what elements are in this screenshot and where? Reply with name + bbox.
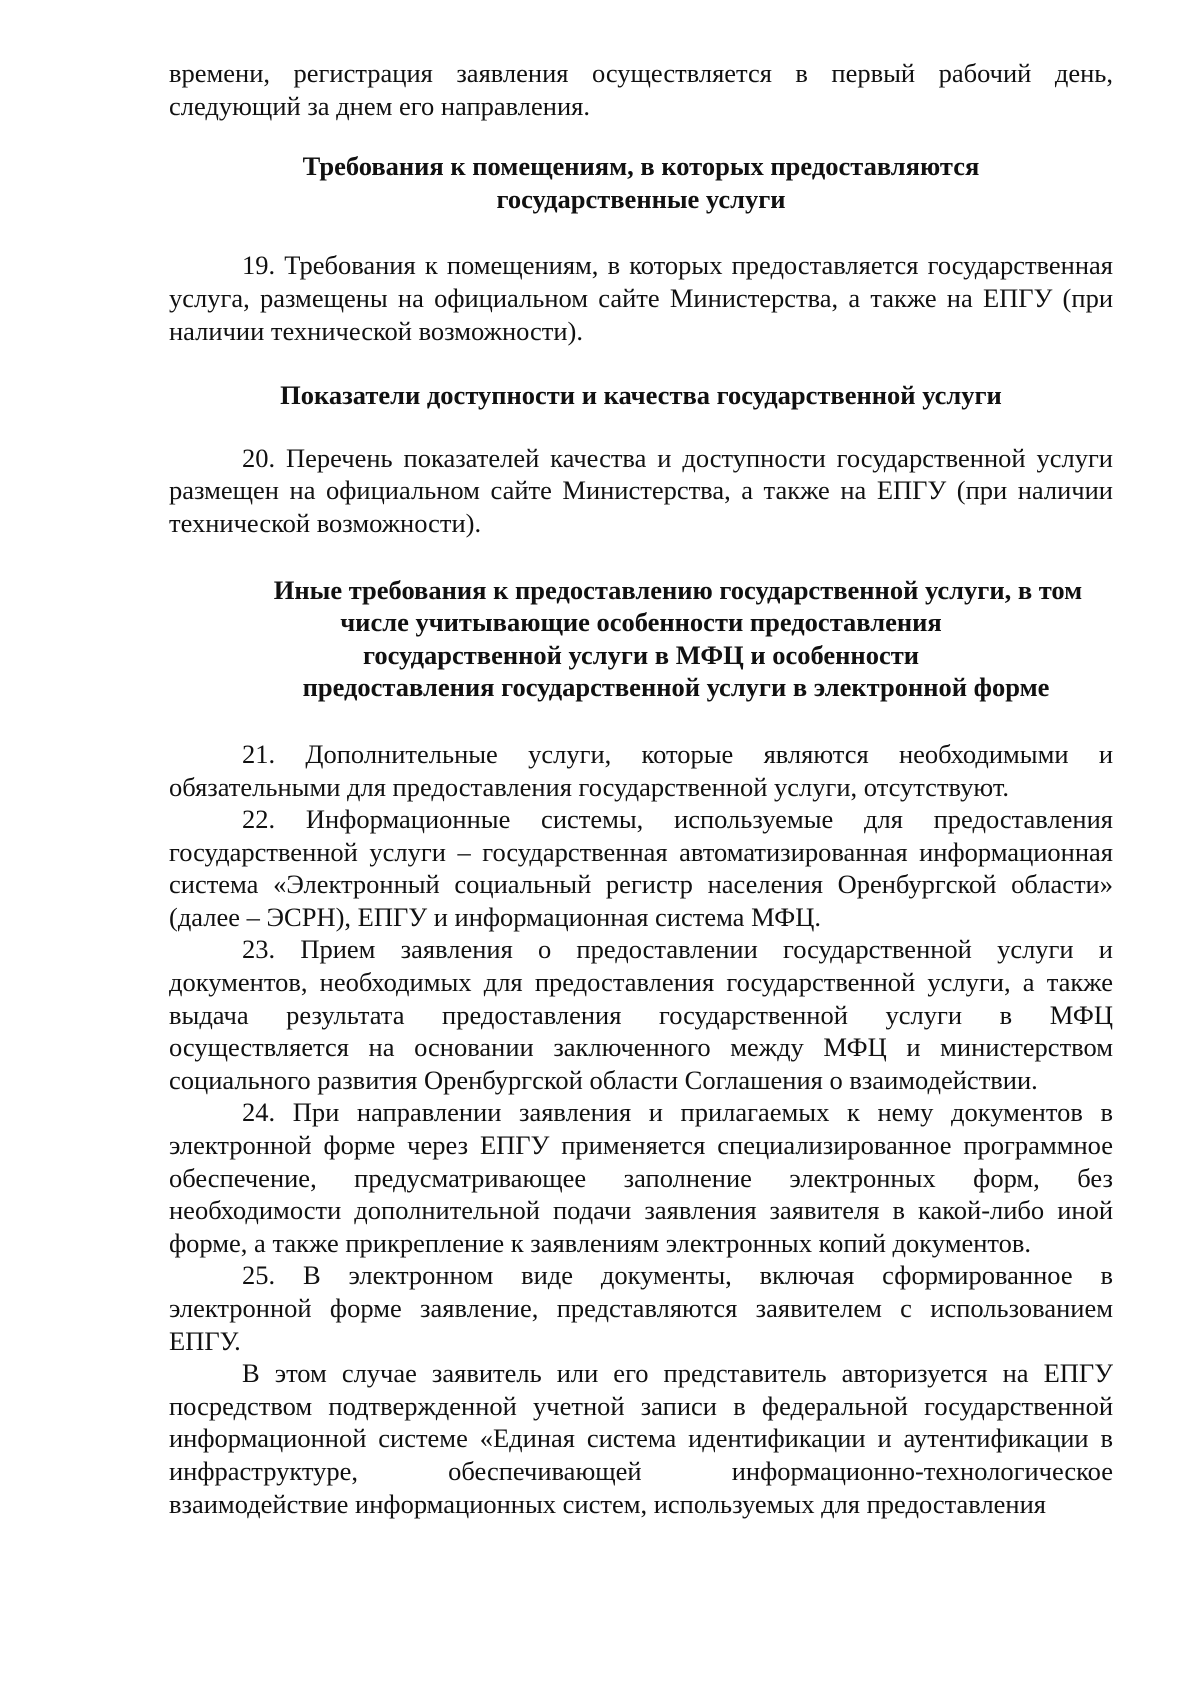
paragraph-25: 25. В электронном виде документы, включая сформированное в электронной форме заявление, представляются заявителем с использованием ЕПГУ. [169, 1260, 1113, 1356]
paragraph-19: 19. Требования к помещениям, в которых предоставляется государственная услуга, размещены на официальном сайте Министерства, а также на ЕПГУ (при наличии технической возможности). [169, 250, 1113, 346]
heading-line: числе учитывающие особенности предоставления [340, 607, 942, 638]
heading-line: государственной услуги в МФЦ и особенности [362, 639, 920, 670]
section-heading-other-requirements [169, 574, 1113, 704]
heading-line: Требования к помещениям, в которых предоставляются [302, 151, 980, 182]
paragraph-24: 24. При направлении заявления и прилагаемых к нему документов в электронной форме через ЕПГУ применяется специализированное программное обеспечение, предусматривающее заполнение электронных форм, без необходимости дополнительной подачи заявления заявителя в какой-либо иной форме, а также прикрепление к заявлениям электронных копий документов. [169, 1097, 1113, 1258]
document-body [169, 57, 1113, 1520]
heading-line: государственные услуги [496, 183, 786, 214]
paragraph-21: 21. Дополнительные услуги, которые являются необходимыми и обязательными для предоставления государственной услуги, отсутствуют. [169, 738, 1113, 802]
heading-line: Показатели доступности и качества государственной услуги [280, 380, 1002, 411]
section-heading-premises [169, 150, 1113, 215]
section-heading-quality [169, 379, 1113, 412]
paragraph-20: 20. Перечень показателей качества и доступности государственной услуги размещен на официальном сайте Министерства, а также на ЕПГУ (при наличии технической возможности). [169, 442, 1113, 538]
paragraph-22: 22. Информационные системы, используемые для предоставления государственной услуги – государственная автоматизированная информационная система «Электронный социальный регистр населения Оренбургской области» (далее – ЭСРН), ЕПГУ и информационная система МФЦ. [169, 804, 1113, 932]
heading-line: предоставления государственной услуги в электронной форме [302, 672, 1050, 703]
heading-line: Иные требования к предоставлению государственной услуги, в том [273, 574, 1083, 605]
paragraph-authorization: В этом случае заявитель или его представитель авторизуется на ЕПГУ посредством подтвержденной учетной записи в федеральной государственной информационной системе «Единая система идентификации и аутентификации в инфраструктуре, обеспечивающей информационно-технологическое взаимодействие информационных систем, используемых для предоставления [169, 1358, 1113, 1519]
intro-paragraph: времени, регистрация заявления осуществляется в первый рабочий день, следующий за днем его направления. [169, 58, 1113, 121]
paragraph-23: 23. Прием заявления о предоставлении государственной услуги и документов, необходимых для предоставления государственной услуги, а также выдача результата предоставления государственной услуги в МФЦ осуществляется на основании заключенного между МФЦ и министерством социального развития Оренбургской области Соглашения о взаимодействии. [169, 934, 1113, 1095]
